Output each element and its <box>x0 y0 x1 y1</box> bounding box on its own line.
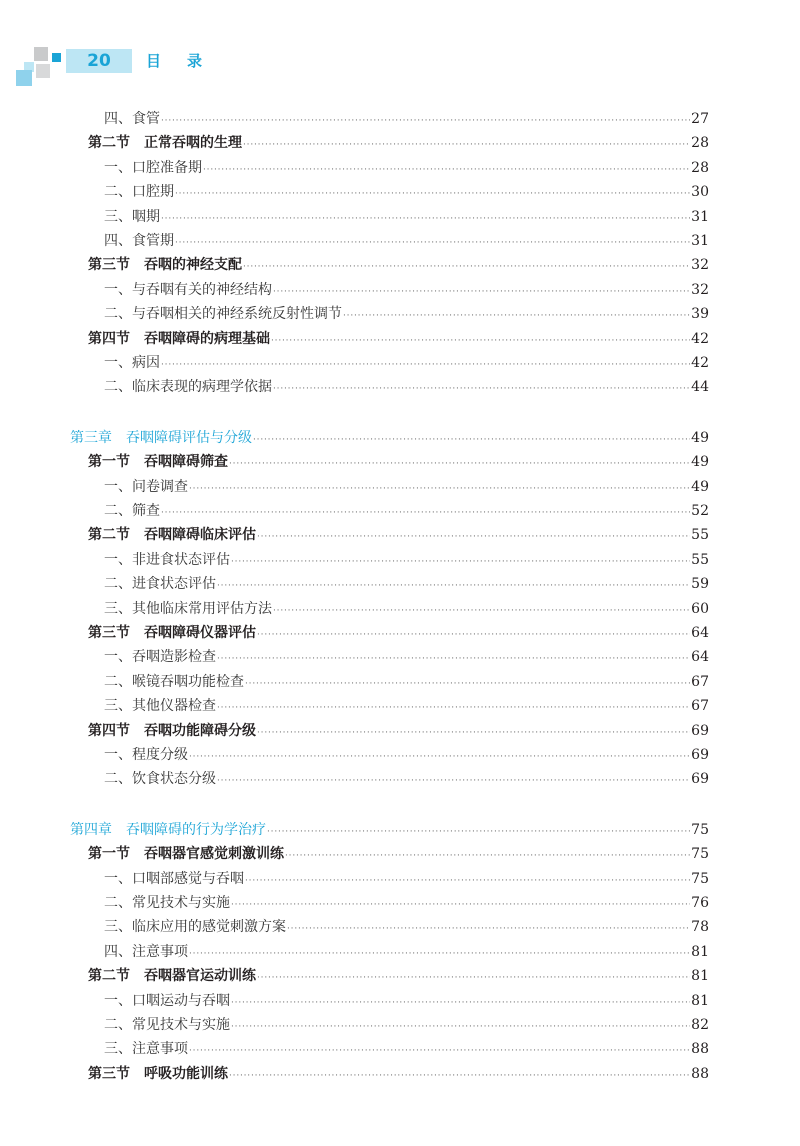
toc-page-number: 75 <box>691 846 709 863</box>
toc-title: 一、问卷调查 <box>104 478 188 495</box>
toc-title: 二、常见技术与实施 <box>104 895 230 911</box>
dot-leader <box>245 871 690 891</box>
toc-page-number: 69 <box>691 722 709 739</box>
toc-title: 吞咽的神经支配 <box>144 257 242 274</box>
toc-number: 第一节 <box>88 454 130 471</box>
toc-title: 吞咽障碍的病理基础 <box>144 330 270 347</box>
dot-leader <box>161 355 690 375</box>
toc-page-number: 67 <box>691 673 709 690</box>
toc-label <box>70 820 266 840</box>
toc-page-number: 39 <box>691 306 709 323</box>
dot-leader <box>217 698 690 718</box>
dot-leader <box>257 625 690 645</box>
dot-leader <box>267 822 690 842</box>
toc-item[interactable] <box>104 869 709 891</box>
toc-item[interactable] <box>104 893 709 915</box>
dot-leader <box>175 184 690 204</box>
toc-title: 吞咽障碍筛查 <box>144 454 228 471</box>
toc-title: 一、口腔准备期 <box>104 159 202 176</box>
toc-page-number: 69 <box>691 771 709 788</box>
toc-title: 一、口咽部感觉与吞咽 <box>104 870 244 887</box>
toc-label <box>104 550 230 570</box>
toc-page-number: 28 <box>691 159 709 176</box>
toc-section[interactable] <box>88 1064 709 1086</box>
toc-label <box>104 647 216 667</box>
toc-item[interactable] <box>104 477 709 499</box>
toc-title: 吞咽障碍评估与分级 <box>126 429 252 446</box>
toc-title: 三、临床应用的感觉刺激方案 <box>104 919 286 936</box>
toc-number: 第二节 <box>88 968 130 985</box>
toc-title: 四、食管期 <box>104 233 174 249</box>
toc-number: 第二节 <box>88 527 130 544</box>
toc-title: 一、吞咽造影检查 <box>104 649 216 666</box>
toc-title: 呼吸功能训练 <box>144 1065 228 1082</box>
toc-chapter[interactable] <box>70 820 709 842</box>
toc-section[interactable] <box>88 255 709 277</box>
toc-page-number: 55 <box>691 527 709 544</box>
toc-number: 第三节 <box>88 257 130 274</box>
toc-label <box>104 769 216 789</box>
toc-item[interactable] <box>104 574 709 596</box>
toc-label <box>104 280 272 300</box>
dot-leader <box>257 723 690 743</box>
dot-leader <box>231 993 690 1013</box>
toc-page-number: 60 <box>691 600 709 617</box>
toc-title: 二、常见技术与实施 <box>104 1017 230 1033</box>
toc-item[interactable] <box>104 304 709 326</box>
toc-page-number: 32 <box>691 257 709 274</box>
toc-label <box>88 452 228 472</box>
dot-leader <box>189 479 690 499</box>
toc-title: 一、非进食状态评估 <box>104 551 230 568</box>
toc-title: 一、程度分级 <box>104 747 188 763</box>
dot-leader <box>285 846 690 866</box>
toc-title: 一、病因 <box>104 355 160 371</box>
toc-title: 一、口咽运动与吞咽 <box>104 992 230 1009</box>
toc-title: 二、口腔期 <box>104 184 174 201</box>
toc-label <box>104 477 188 497</box>
dot-leader <box>203 160 690 180</box>
toc-item[interactable] <box>104 599 709 621</box>
toc-label <box>104 231 174 251</box>
toc-item[interactable] <box>104 377 709 399</box>
toc-page-number: 31 <box>691 208 709 225</box>
dot-leader <box>273 601 690 621</box>
dot-leader <box>287 919 690 939</box>
toc-page-number: 88 <box>691 1041 709 1058</box>
toc-label <box>88 966 256 986</box>
toc-label <box>104 917 286 937</box>
toc-title: 吞咽器官运动训练 <box>144 968 256 985</box>
toc-label <box>104 207 160 227</box>
toc-label <box>104 599 272 619</box>
toc-section[interactable] <box>88 721 709 743</box>
toc-item[interactable] <box>104 672 709 694</box>
toc-page-number: 82 <box>691 1017 709 1033</box>
toc-item[interactable] <box>104 550 709 572</box>
dot-leader <box>161 503 690 523</box>
toc-label <box>104 942 188 962</box>
dot-leader <box>161 209 690 229</box>
toc-number: 第三节 <box>88 1065 130 1082</box>
toc-label <box>104 1015 230 1035</box>
toc-item[interactable] <box>104 109 709 131</box>
toc-item[interactable] <box>104 1015 709 1037</box>
dot-leader <box>189 944 690 964</box>
toc-item[interactable] <box>104 1039 709 1061</box>
toc-number: 第二节 <box>88 135 130 152</box>
toc-item[interactable] <box>104 501 709 523</box>
toc-page-number: 78 <box>691 919 709 936</box>
toc-page-number: 69 <box>691 747 709 763</box>
toc-page-number: 59 <box>691 576 709 593</box>
toc-page-number: 52 <box>691 503 709 519</box>
toc-page-number: 67 <box>691 698 709 715</box>
toc-item[interactable] <box>104 158 709 180</box>
dot-leader <box>257 968 690 988</box>
toc-label <box>104 696 216 716</box>
toc-item[interactable] <box>104 647 709 669</box>
dot-leader <box>231 895 690 915</box>
toc-item[interactable] <box>104 942 709 964</box>
toc-page-number: 49 <box>691 429 709 446</box>
dot-leader <box>257 527 690 547</box>
toc-item[interactable] <box>104 353 709 375</box>
toc-item[interactable] <box>104 696 709 718</box>
dot-leader <box>189 747 690 767</box>
toc-item[interactable] <box>104 207 709 229</box>
toc-page-number: 44 <box>691 379 709 396</box>
toc-page-number: 30 <box>691 184 709 201</box>
toc-title: 二、与吞咽相关的神经系统反射性调节 <box>104 306 342 323</box>
toc-title: 三、其他仪器检查 <box>104 698 216 715</box>
toc-number: 第三章 <box>70 429 112 446</box>
toc-page-number: 32 <box>691 281 709 298</box>
toc-section[interactable] <box>88 329 709 351</box>
toc-title: 四、注意事项 <box>104 943 188 960</box>
toc-title: 吞咽功能障碍分级 <box>144 722 256 739</box>
toc-title: 一、与吞咽有关的神经结构 <box>104 281 272 298</box>
toc-chapter[interactable] <box>70 428 709 450</box>
toc-item[interactable] <box>104 769 709 791</box>
toc-number: 第三节 <box>88 625 130 641</box>
toc-label <box>88 623 256 643</box>
toc-item[interactable] <box>104 917 709 939</box>
toc-page-number: 64 <box>691 649 709 666</box>
dot-leader <box>161 111 690 131</box>
toc-title: 三、注意事项 <box>104 1041 188 1058</box>
toc-section[interactable] <box>88 133 709 155</box>
toc-title: 二、临床表现的病理学依据 <box>104 379 272 396</box>
dot-leader <box>231 552 690 572</box>
toc-number: 第四节 <box>88 330 130 347</box>
dot-leader <box>175 233 690 253</box>
toc-item[interactable] <box>104 745 709 767</box>
page-number: 20 <box>66 49 132 73</box>
dot-leader <box>273 379 690 399</box>
toc-title: 二、饮食状态分级 <box>104 771 216 788</box>
toc-page-number: 27 <box>691 111 709 127</box>
toc-label <box>104 869 244 889</box>
toc-section[interactable] <box>88 525 709 547</box>
toc-label <box>104 501 160 521</box>
toc-label <box>104 182 174 202</box>
toc-title: 三、其他临床常用评估方法 <box>104 600 272 617</box>
toc-title: 三、咽期 <box>104 208 160 225</box>
toc-page-number: 28 <box>691 135 709 152</box>
toc-item[interactable] <box>104 991 709 1013</box>
toc-page-number: 76 <box>691 895 709 911</box>
toc-title: 四、食管 <box>104 111 160 127</box>
toc-label <box>88 1064 228 1084</box>
toc-label <box>104 304 342 324</box>
dot-leader <box>245 674 690 694</box>
toc-title: 吞咽障碍仪器评估 <box>144 625 256 641</box>
toc-page-number: 49 <box>691 478 709 495</box>
toc-title: 吞咽障碍临床评估 <box>144 527 256 544</box>
toc-title: 正常吞咽的生理 <box>144 135 242 152</box>
toc-section[interactable] <box>88 966 709 988</box>
toc-label <box>104 745 188 765</box>
dot-leader <box>243 257 690 277</box>
toc-page-number: 75 <box>691 870 709 887</box>
toc-label <box>88 721 256 741</box>
toc-title: 二、筛查 <box>104 503 160 519</box>
toc-page-number: 81 <box>691 968 709 985</box>
dot-leader <box>253 430 690 450</box>
toc-page-number: 88 <box>691 1065 709 1082</box>
dot-leader <box>229 454 690 474</box>
toc-label <box>104 109 160 129</box>
dot-leader <box>271 331 690 351</box>
toc-label <box>104 672 244 692</box>
toc-title: 二、喉镜吞咽功能检查 <box>104 673 244 690</box>
toc-label <box>104 574 216 594</box>
toc-item[interactable] <box>104 182 709 204</box>
dot-leader <box>229 1066 690 1086</box>
toc-item[interactable] <box>104 280 709 302</box>
toc-label <box>104 377 272 397</box>
toc-page-number: 64 <box>691 625 709 641</box>
toc-page-number: 81 <box>691 992 709 1009</box>
header-title: 目录 <box>146 52 229 70</box>
toc-section[interactable] <box>88 452 709 474</box>
toc-label <box>104 353 160 373</box>
toc-number: 第四章 <box>70 821 112 838</box>
toc-label <box>104 1039 188 1059</box>
toc-label <box>70 428 252 448</box>
toc-page-number: 75 <box>691 821 709 838</box>
toc-number: 第四节 <box>88 722 130 739</box>
toc-label <box>104 158 202 178</box>
dot-leader <box>243 135 690 155</box>
toc-page-number: 31 <box>691 233 709 249</box>
toc-label <box>88 255 242 275</box>
toc-page-number: 42 <box>691 330 709 347</box>
toc-section[interactable] <box>88 623 709 645</box>
toc-page-number: 42 <box>691 355 709 371</box>
toc-label <box>88 525 256 545</box>
toc-title: 吞咽器官感觉刺激训练 <box>144 846 284 863</box>
toc-label <box>88 329 270 349</box>
toc-item[interactable] <box>104 231 709 253</box>
toc-title: 二、进食状态评估 <box>104 576 216 593</box>
toc-label <box>88 133 242 153</box>
dot-leader <box>273 282 690 302</box>
toc-label <box>88 844 284 864</box>
toc-page-number: 55 <box>691 551 709 568</box>
toc-page-number: 49 <box>691 454 709 471</box>
dot-leader <box>217 576 690 596</box>
toc-label <box>104 991 230 1011</box>
dot-leader <box>217 771 690 791</box>
toc-number: 第一节 <box>88 846 130 863</box>
toc-label <box>104 893 230 913</box>
dot-leader <box>231 1017 690 1037</box>
dot-leader <box>189 1041 690 1061</box>
toc-section[interactable] <box>88 844 709 866</box>
dot-leader <box>343 306 690 326</box>
toc-title: 吞咽障碍的行为学治疗 <box>126 821 266 838</box>
toc-page-number: 81 <box>691 943 709 960</box>
dot-leader <box>217 649 690 669</box>
